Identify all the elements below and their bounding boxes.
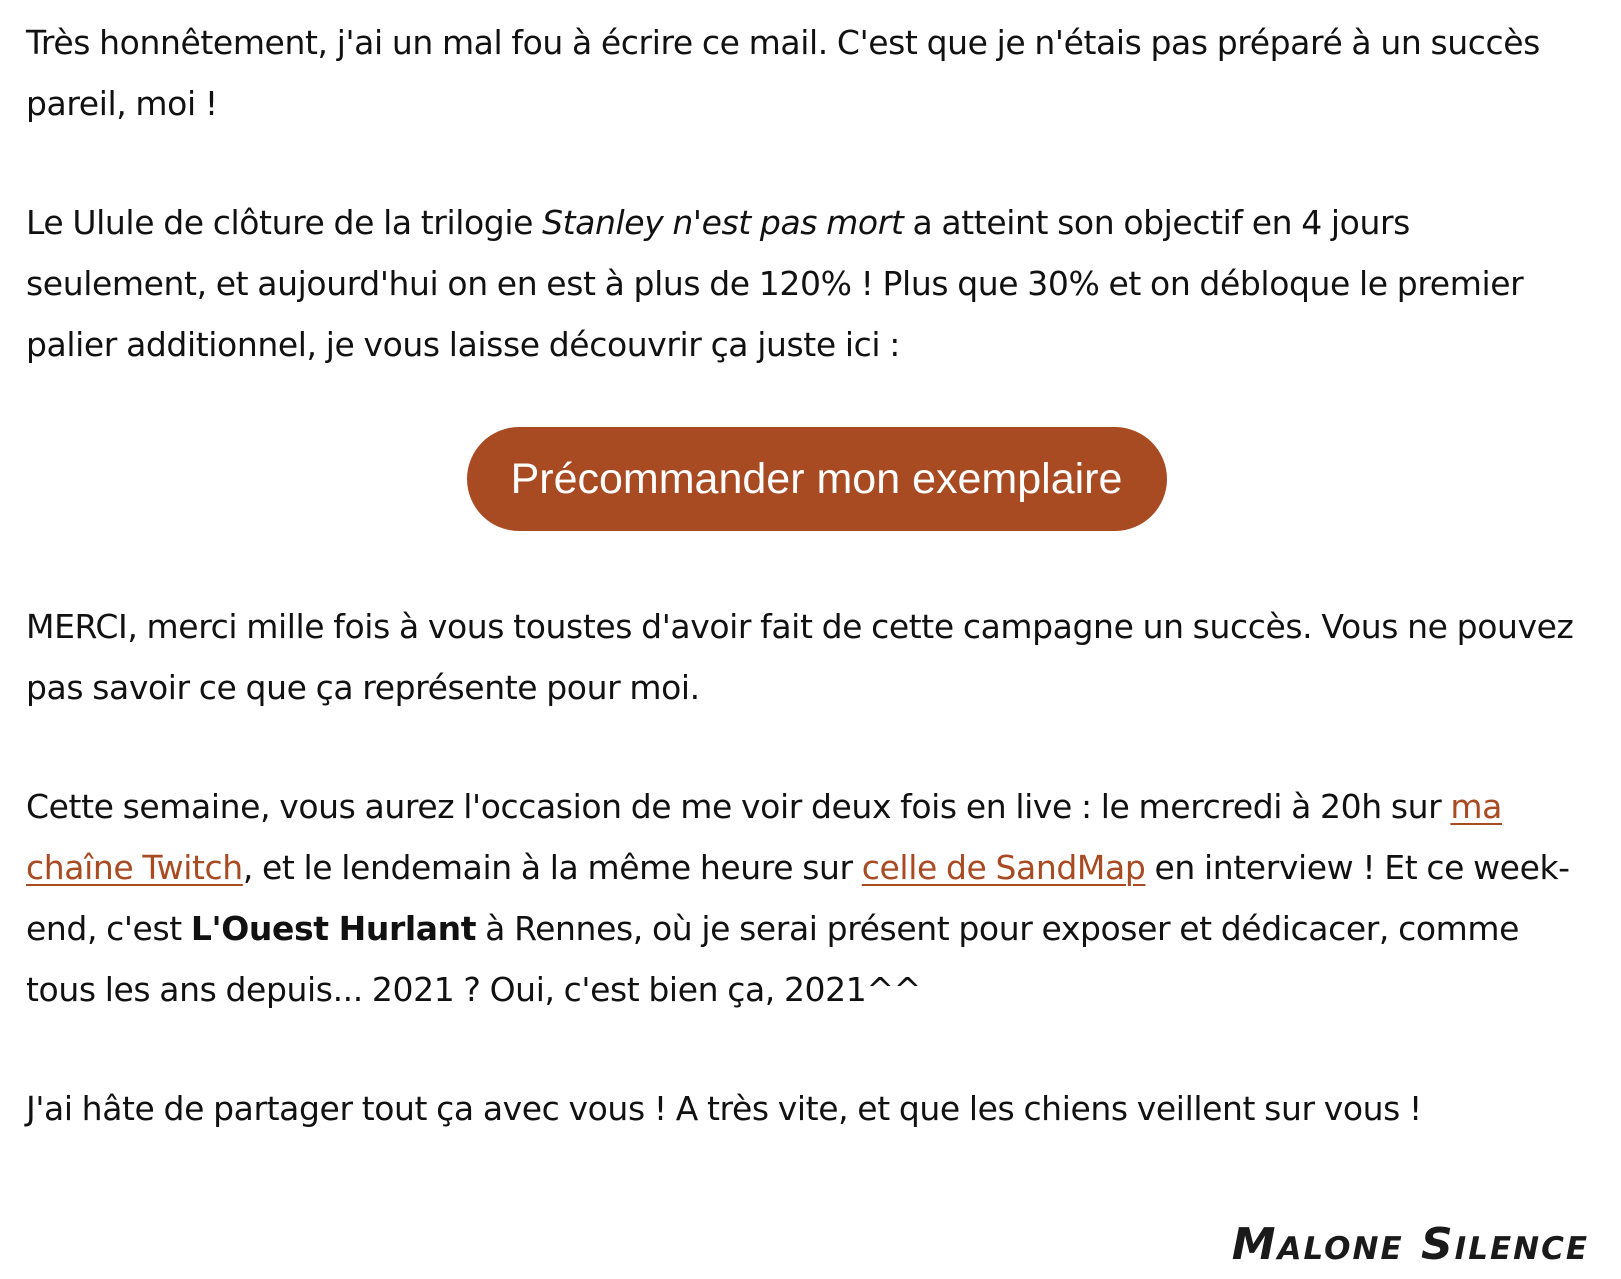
intro-text: Très honnêtement, j'ai un mal fou à écrire ce mail. C'est que je n'étais pas préparé à un succès pareil, moi ! <box>26 23 1540 123</box>
campaign-text-after: a atteint son objectif en 4 jours seulement, et aujourd'hui on en est à plus de 120% ! Plus que 30% et on débloque le premier palier additionnel, je vous laisse découvrir ça juste ici : <box>26 203 1524 364</box>
events-text-after-link: en interview ! Et ce week-end, c'est <box>26 848 1570 948</box>
campaign-text-before: Le Ulule de clôture de la trilogie <box>26 203 543 242</box>
email-body <box>26 12 1596 1139</box>
signature-logo: Malone Silence <box>1231 1219 1589 1270</box>
sandmap-channel-link[interactable]: celle de SandMap <box>861 848 1146 887</box>
closing-text: J'ai hâte de partager tout ça avec vous ! A très vite, et que les chiens veillent sur vous ! <box>26 1089 1422 1128</box>
intro-paragraph <box>26 12 1596 134</box>
thanks-paragraph <box>26 596 1596 718</box>
events-text-middle: , et le lendemain à la même heure sur <box>242 848 862 887</box>
events-paragraph <box>26 776 1596 1020</box>
campaign-paragraph <box>26 192 1596 375</box>
closing-paragraph <box>26 1078 1596 1139</box>
cta-container <box>0 427 1621 531</box>
twitch-channel-link[interactable]: ma chaîne Twitch <box>26 787 1502 887</box>
preorder-button[interactable]: Précommander mon exemplaire <box>467 427 1167 531</box>
events-text-before: Cette semaine, vous aurez l'occasion de me voir deux fois en live : le mercredi à 20h sur <box>26 787 1451 826</box>
thanks-text: MERCI, merci mille fois à vous toustes d'avoir fait de cette campagne un succès. Vous ne pouvez pas savoir ce que ça représente pour moi. <box>26 607 1574 707</box>
event-name: L'Ouest Hurlant <box>190 909 477 948</box>
book-title: Stanley n'est pas mort <box>542 203 904 242</box>
events-text-end: à Rennes, où je serai présent pour exposer et dédicacer, comme tous les ans depuis... 2021 ? Oui, c'est bien ça, 2021^^ <box>26 909 1520 1009</box>
